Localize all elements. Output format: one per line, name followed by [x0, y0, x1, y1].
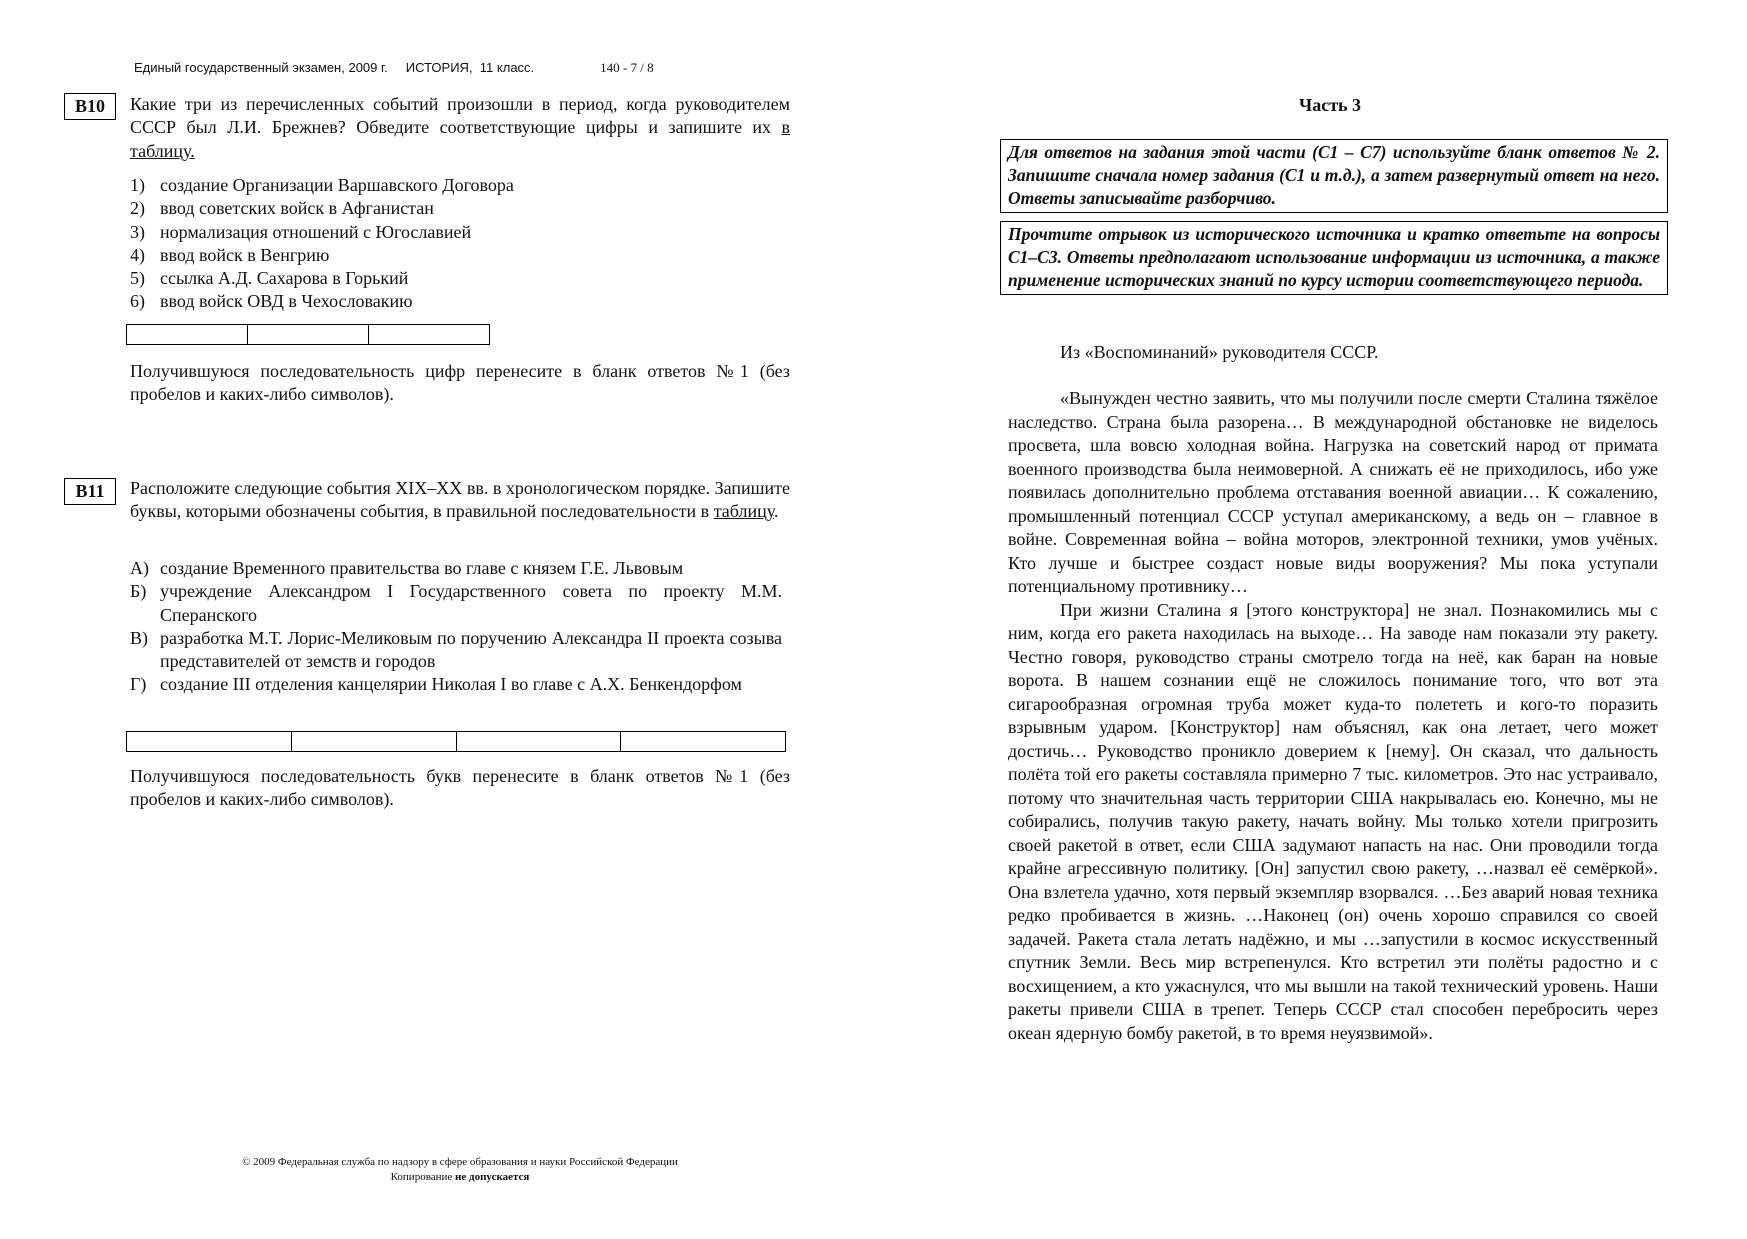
item-text: создание Организации Варшавского Договора — [160, 175, 514, 195]
item-letter: А) — [130, 558, 149, 578]
b11-answer-table[interactable] — [126, 731, 786, 752]
list-item — [130, 673, 782, 696]
subject-title: ИСТОРИЯ, — [405, 60, 473, 75]
copying-note-bold: не допускается — [455, 1171, 530, 1183]
exam-title: Единый государственный экзамен, 2009 г. — [134, 60, 388, 75]
list-item — [130, 290, 770, 313]
copyright-footer — [180, 1155, 740, 1185]
list-item — [130, 580, 782, 627]
answer-cell[interactable] — [248, 325, 369, 344]
item-text: создание Временного правительства во главе с князем Г.Е. Львовым — [160, 558, 684, 578]
item-number: 5) — [130, 268, 145, 289]
grade: 11 класс. — [479, 60, 535, 75]
page-number: 140 - 7 / 8 — [600, 60, 654, 75]
item-number: 4) — [130, 244, 145, 265]
answer-cell[interactable] — [292, 732, 457, 751]
b11-options — [130, 557, 782, 697]
answer-cell[interactable] — [369, 325, 489, 344]
b10-question — [130, 93, 790, 163]
b10-table-link: в таблицу. — [130, 117, 790, 161]
instruction-box-answers: Для ответов на задания этой части (С1 – С7) используйте бланк ответов № 2. Запишите сначала номер задания (С1 и т.д.), а затем развернутый ответ на него. Ответы записывайте разборчиво. — [1000, 139, 1668, 213]
answer-cell[interactable] — [621, 732, 785, 751]
item-text: ввод советских войск в Афганистан — [160, 198, 434, 219]
list-item — [130, 174, 770, 197]
list-item — [130, 244, 770, 267]
instruction-box-source: Прочтите отрывок из исторического источника и кратко ответьте на вопросы С1–С3. Ответы предполагают использование информации из источника, а также применение исторических знаний по курсу истории соответствующего периода. — [1000, 221, 1668, 295]
item-text: разработка М.Т. Лорис-Меликовым по поручению Александра II проекта созыва представителей от земств и городов — [160, 627, 782, 672]
b11-question — [130, 477, 790, 524]
copyright-line: © 2009 Федеральная служба по надзору в сфере образования и науки Российской Федерации — [242, 1156, 678, 1168]
item-text: создание III отделения канцелярии Николая I во главе с А.Х. Бенкендорфом — [160, 674, 742, 695]
b11-question-end: . — [773, 501, 779, 522]
task-label-b10: В10 — [64, 93, 116, 120]
copying-note-text: Копирование — [390, 1171, 456, 1183]
part-title: Часть 3 — [1299, 95, 1362, 115]
b11-table-link: таблицу — [713, 501, 774, 522]
list-item — [130, 197, 770, 220]
answer-cell[interactable] — [127, 325, 248, 344]
item-letter: Б) — [130, 581, 147, 602]
item-text: ввод войск в Венгрию — [160, 244, 330, 265]
item-number: 1) — [130, 175, 145, 195]
item-text: учреждение Александром I Государственного совета по проекту М.М. Сперанского — [160, 581, 782, 625]
b10-options — [130, 174, 770, 314]
item-letter: В) — [130, 627, 148, 648]
item-text: ссылка А.Д. Сахарова в Горький — [160, 268, 409, 289]
item-letter: Г) — [130, 674, 147, 695]
b10-question-text: Какие три из перечисленных событий произошли в период, когда руководителем СССР был Л.И. Брежнев? Обведите соответствующие цифры и запишите их — [130, 94, 790, 138]
b11-transfer-note: Получившуюся последовательность букв перенесите в бланк ответов №1 (без пробелов и каких-либо символов). — [130, 766, 790, 810]
list-item — [130, 627, 782, 674]
answer-cell[interactable] — [457, 732, 622, 751]
task-label-b11: В11 — [64, 478, 116, 505]
list-item — [130, 267, 770, 290]
list-item — [130, 221, 770, 244]
quote-paragraph: «Вынужден честно заявить, что мы получили после смерти Сталина тяжёлое наследство. Страна была разорена… В международной обстановке не виделось просвета, шла вовсю холодная война. Нагрузка на советский народ от примата военного производства была неимоверной. А снижать её не приходилось, ибо уже появилась дополнительно проблема отставания военной авиации… К сожалению, промышленный потенциал СССР уступал американскому, а ведь он – главное в войне. Современная война – война моторов, электронной техники, умов учёных. Кто лучше и быстрее создаст новые виды вооружения? Мы пока уступали потенциальному противнику… — [1008, 388, 1658, 596]
b10-answer-table[interactable] — [126, 324, 490, 345]
answer-cell[interactable] — [127, 732, 292, 751]
item-number: 6) — [130, 291, 145, 312]
source-title: Из «Воспоминаний» руководителя СССР. — [1060, 342, 1379, 362]
source-quote — [1008, 387, 1658, 1045]
quote-paragraph: При жизни Сталина я [этого конструктора] не знал. Познакомились мы с ним, когда его ракета находилась на выходе… На заводе нам показали эту ракету. Честно говоря, руководство страны смотрело тогда на неё, как баран на новые ворота. В нашем сознании ещё не сложилось понимание того, что вот эта сигарообразная огромная труба может куда-то полететь и кого-то поразить взрывным ударом. [Конструктор] нам объяснял, как она летает, чего может достичь… Руководство проникло доверием к [нему]. Он сказал, что дальность полёта той его ракеты составляла примерно 7 тыс. километров. Это нас устраивало, потому что значительная часть территории США накрывалась ею. Конечно, мы не собирались, получив такую ракету, начать войну. Мы только хотели пригрозить своей ракетой в ответ, если США задумают напасть на нас. Они проводили тогда крайне агрессивную политику. [Он] запустил свою ракету, …назвал её семёркой». Она взлетела удачно, хотя первый экземпляр взорвался. …Без аварий новая техника редко пробивается в жизнь. …Наконец (он) очень хорошо справился со своей задачей. Ракета стала летать надёжно, и мы …запустили в космос искусственный спутник Земли. Весь мир встрепенулся. Кто встретил эти полёты радостно и с восхищением, а кто ужаснулся, что мы вышли на такой технический уровень. Наши ракеты привели США в трепет. Теперь СССР стал способен перебросить через океан ядерную бомбу ракетой, в то время неуязвимой». — [1008, 599, 1658, 1043]
b11-question-text: Расположите следующие события XIX–XX вв. в хронологическом порядке. Запишите буквы, которыми обозначены события, в правильной последовательности в — [130, 478, 790, 522]
page-header — [134, 60, 654, 76]
list-item — [130, 557, 782, 580]
item-number: 3) — [130, 221, 145, 242]
item-text: ввод войск ОВД в Чехословакию — [160, 291, 413, 312]
item-text: нормализация отношений с Югославией — [160, 221, 472, 242]
copying-note — [180, 1170, 740, 1185]
item-number: 2) — [130, 198, 145, 219]
b10-transfer-note: Получившуюся последовательность цифр перенесите в бланк ответов №1 (без пробелов и каких-либо символов). — [130, 361, 790, 405]
